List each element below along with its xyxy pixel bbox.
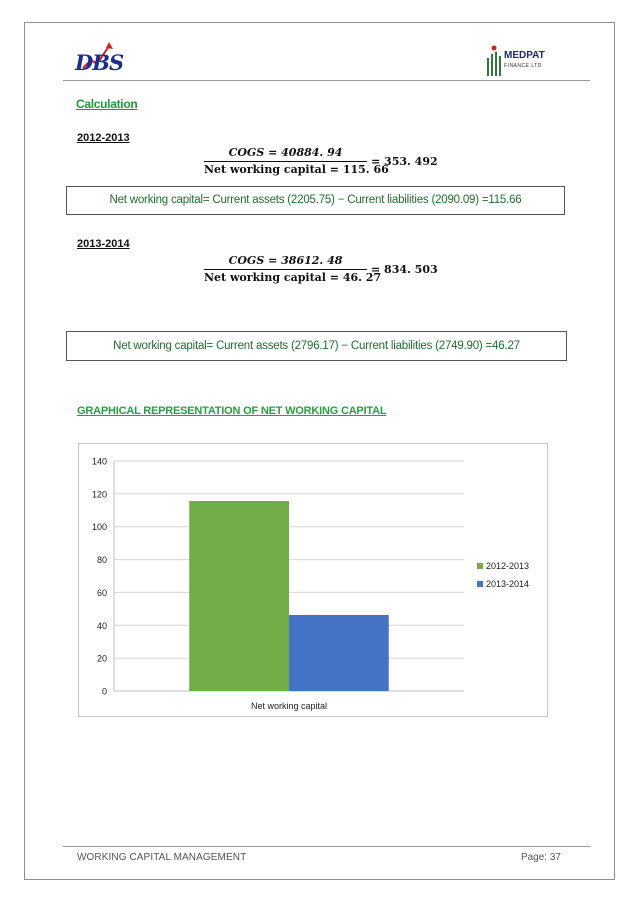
cogs-fraction-2013-2014 [204,254,382,286]
bar-2013-2014 [289,615,389,691]
footer-title: WORKING CAPITAL MANAGEMENT [77,852,247,863]
turnover-result-2013-2014: = 834. 503 [371,263,438,276]
y-tick-label: 80 [96,555,107,566]
footer-page-number: Page: 37 [520,852,561,863]
y-tick-label: 140 [91,456,107,467]
nwc-formula-box-2013-2014: Net working capital= Current assets (2796.17) − Current liabilities (2749.90) =46.27 [66,331,567,361]
graph-title: GRAPHICAL REPRESENTATION OF NET WORKING CAPITAL [77,405,387,417]
fraction-numerator: COGS = 40884. 94 [228,146,343,159]
cogs-fraction-2012-2013 [204,146,389,178]
nwc-formula-box-2012-2013: Net working capital= Current assets (2205.75) − Current liabilities (2090.09) =115.66 [66,186,565,215]
section-title: Calculation [76,97,138,111]
dbs-logo [75,38,127,82]
y-tick-label: 40 [96,620,107,631]
y-tick-label: 60 [96,587,107,598]
legend-label-2013-2014: 2013-2014 [486,579,530,589]
y-tick-label: 0 [101,686,107,697]
fraction-bar [204,161,367,162]
fraction-bar [204,269,367,270]
y-tick-label: 100 [91,522,107,533]
nwc-chart-svg [78,443,548,717]
nwc-chart [78,443,548,717]
medpat-logo-mark-icon [484,44,504,78]
year-label-2013-2014: 2013-2014 [77,238,130,250]
fraction-numerator: COGS = 38612. 48 [228,254,343,267]
fraction-denominator: Net working capital = 46. 27 [204,271,382,284]
turnover-result-2012-2013: = 353. 492 [371,155,438,168]
legend-swatch-2013-2014 [477,581,483,587]
x-category-label: Net working capital [250,701,328,711]
fraction-denominator: Net working capital = 115. 66 [204,163,389,176]
footer-divider [63,846,590,847]
legend-label-2012-2013: 2012-2013 [486,561,530,571]
header-divider [63,80,590,81]
y-tick-label: 120 [91,489,107,500]
dbs-logo-text: DBS [75,50,124,75]
medpat-logo [484,44,574,78]
medpat-logo-sub: FINANCE LTD [504,63,542,69]
medpat-logo-name: MEDPAT [504,50,545,61]
year-label-2012-2013: 2012-2013 [77,132,130,144]
bar-2012-2013 [189,501,289,691]
y-tick-label: 20 [96,653,107,664]
legend-swatch-2012-2013 [477,563,483,569]
